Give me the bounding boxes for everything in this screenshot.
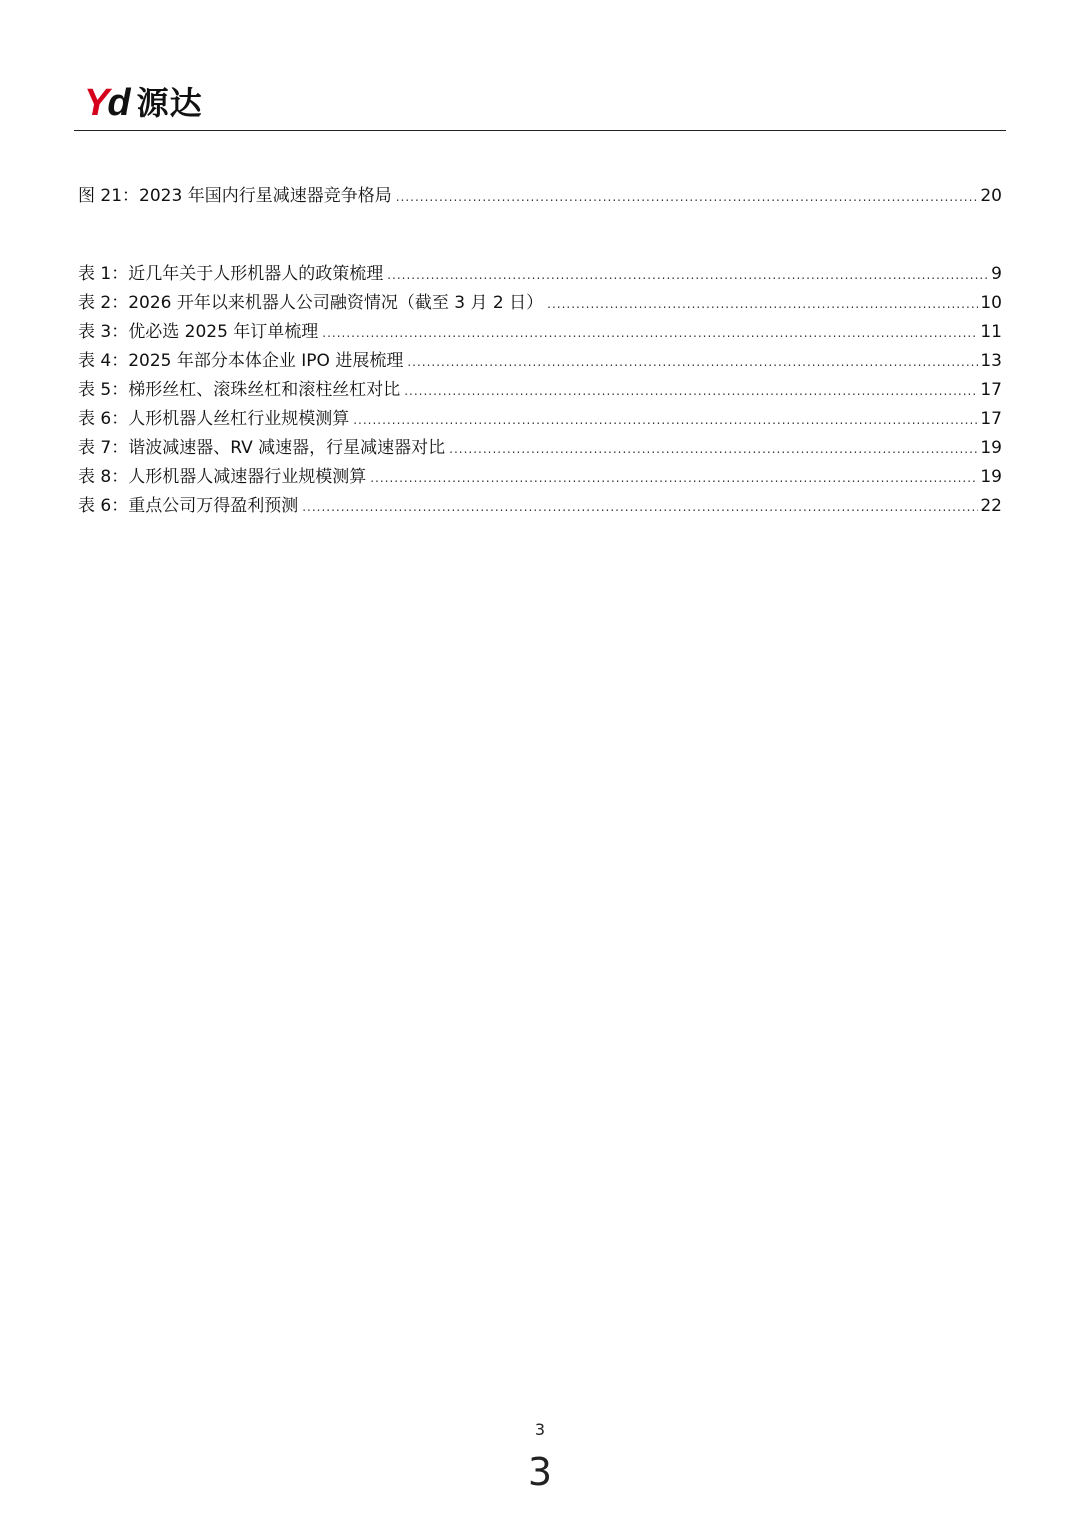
toc-entry-page: 19 xyxy=(980,467,1002,487)
toc-leader-dots xyxy=(407,350,978,374)
toc-entry-table-2[interactable] xyxy=(78,291,1002,320)
logo-mark xyxy=(84,83,137,123)
toc-entry-label: 表 5：梯形丝杠、滚珠丝杠和滚柱丝杠对比 xyxy=(78,380,401,400)
page-number-large: 3 xyxy=(527,1450,553,1494)
toc-entry-label: 表 6：重点公司万得盈利预测 xyxy=(78,496,299,516)
toc-entry-page: 20 xyxy=(980,186,1002,206)
toc-entry-page: 10 xyxy=(980,293,1002,313)
toc-entry-label: 表 4：2025 年部分本体企业 IPO 进展梳理 xyxy=(78,351,404,371)
toc-entry-table-6[interactable] xyxy=(78,407,1002,436)
toc-entry-table-7[interactable] xyxy=(78,436,1002,465)
company-logo xyxy=(84,83,203,123)
toc-leader-dots xyxy=(547,292,978,316)
toc-entry-table-4[interactable] xyxy=(78,349,1002,378)
logo-mark-d: d xyxy=(107,82,131,124)
toc-leader-dots xyxy=(396,185,979,209)
table-list xyxy=(78,262,1002,523)
toc-entry-table-3[interactable] xyxy=(78,320,1002,349)
toc-entry-label: 表 1：近几年关于人形机器人的政策梳理 xyxy=(78,264,384,284)
toc-entry-label: 图 21：2023 年国内行星减速器竞争格局 xyxy=(78,186,392,206)
toc-entry-page: 17 xyxy=(980,409,1002,429)
toc-entry-label: 表 3：优必选 2025 年订单梳理 xyxy=(78,322,319,342)
toc-entry-page: 19 xyxy=(980,438,1002,458)
page-number-small: 3 xyxy=(534,1420,546,1439)
figure-list xyxy=(78,184,1002,213)
toc-entry-figure-21[interactable] xyxy=(78,184,1002,213)
logo-text: 源达 xyxy=(136,84,203,122)
toc-entry-page: 9 xyxy=(991,264,1002,284)
toc-entry-page: 22 xyxy=(980,496,1002,516)
toc-leader-dots xyxy=(302,495,978,519)
toc-entry-table-5[interactable] xyxy=(78,378,1002,407)
logo-mark-y: Y xyxy=(84,82,108,124)
toc-entry-label: 表 7：谐波减速器、RV 减速器，行星减速器对比 xyxy=(78,438,446,458)
toc-entry-label: 表 2：2026 开年以来机器人公司融资情况（截至 3 月 2 日） xyxy=(78,293,544,313)
toc-entry-label: 表 8：人形机器人减速器行业规模测算 xyxy=(78,467,367,487)
toc-leader-dots xyxy=(353,408,978,432)
toc-leader-dots xyxy=(387,263,989,287)
toc-entry-page: 17 xyxy=(980,380,1002,400)
page-header xyxy=(74,80,1006,132)
toc-leader-dots xyxy=(404,379,978,403)
header-divider xyxy=(74,130,1006,131)
toc-entry-table-6-forecast[interactable] xyxy=(78,494,1002,523)
toc-entry-page: 13 xyxy=(980,351,1002,371)
toc-entry-table-1[interactable] xyxy=(78,262,1002,291)
toc-leader-dots xyxy=(449,437,978,461)
toc-entry-label: 表 6：人形机器人丝杠行业规模测算 xyxy=(78,409,350,429)
toc-entry-table-8[interactable] xyxy=(78,465,1002,494)
toc-leader-dots xyxy=(322,321,978,345)
toc-entry-page: 11 xyxy=(980,322,1002,342)
toc-leader-dots xyxy=(370,466,978,490)
